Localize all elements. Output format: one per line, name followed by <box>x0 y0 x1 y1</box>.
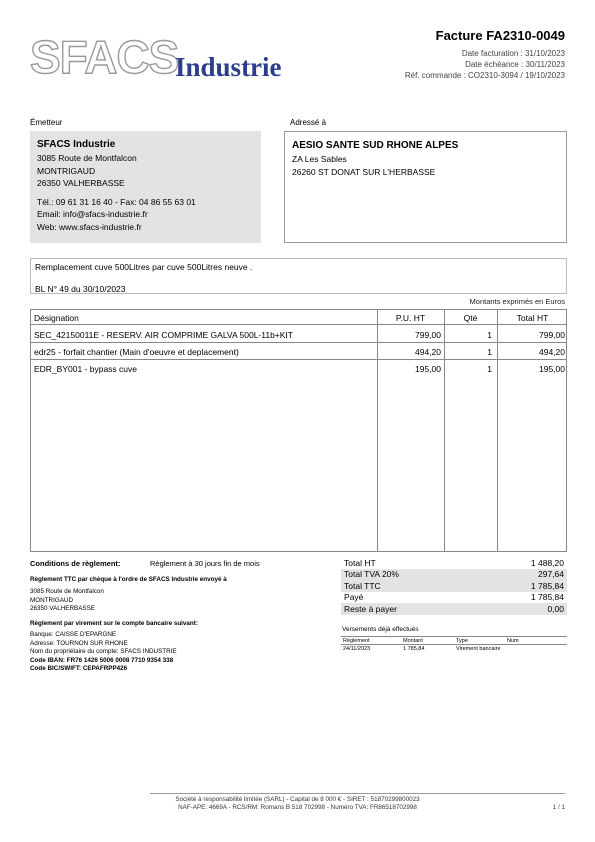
emitter-email: Email: info@sfacs-industrie.fr <box>37 209 148 219</box>
legal-line: NAF-APE: 4669A - RCS/RM: Romans B 518 702998 - Numéro TVA: FR86518702998 <box>178 804 417 811</box>
emitter-address-line: 26350 VALHERBASSE <box>37 178 125 188</box>
logo-industrie-text: Industrie <box>175 52 282 82</box>
total-label: Payé <box>344 592 364 603</box>
emitter-address-line: 3085 Route de Montfalcon <box>37 153 137 163</box>
invoice-title: Facture FA2310-0049 <box>435 28 565 43</box>
cheque-address <box>30 588 104 614</box>
payment-terms-label: Conditions de règlement: <box>30 559 121 568</box>
bank-name: Banque: CAISSE D'EPARGNE <box>30 631 117 638</box>
recipient-address-line: 26260 ST DONAT SUR L'HERBASSE <box>292 166 436 177</box>
total-value: 1 488,20 <box>530 557 564 568</box>
paid-row <box>341 592 567 604</box>
row-unit-price: 195,00 <box>415 364 441 374</box>
payment-date: 24/11/2023 <box>343 646 371 652</box>
payment-row <box>341 645 567 654</box>
total-label: Total HT <box>344 557 376 568</box>
total-label: Total TVA 20% <box>344 569 399 580</box>
row-unit-price: 799,00 <box>415 330 441 340</box>
order-reference: Réf. commande : CO2310-3094 / 19/10/2023 <box>404 71 565 80</box>
bic-swift: Code BIC/SWIFT: CEPAFRPP426 <box>30 665 128 672</box>
cheque-instructions-title: Règlement TTC par chèque à l'ordre de SFACS Industrie envoyé à <box>30 576 227 583</box>
emitter-name: SFACS Industrie <box>37 139 116 150</box>
total-vat-row <box>341 569 567 581</box>
invoice-meta <box>405 48 565 81</box>
invoice-due-date: Date échéance : 30/11/2023 <box>465 60 565 69</box>
recipient-panel <box>284 131 567 243</box>
payment-amount: 1 785,84 <box>403 646 425 652</box>
total-value: 1 785,84 <box>530 592 564 603</box>
iban: Code IBAN: FR76 1426 5006 0008 7710 9354 338 <box>30 656 174 664</box>
payments-header <box>341 636 567 645</box>
row-designation: edr25 - forfait chantier (Main d'oeuvre et deplacement) <box>34 347 239 357</box>
row-designation: EDR_BY001 - bypass cuve <box>34 364 137 374</box>
legal-line: Société à responsabilité limitée (SARL) - Capital de 8 000 € - SIRET : 51870299800023 <box>175 796 420 803</box>
col-header-designation: Désignation <box>34 313 79 323</box>
total-ht-row <box>341 557 567 569</box>
emitter-phone: Tél.: 09 61 31 16 40 - Fax: 04 86 55 63 01 <box>37 196 196 207</box>
recipient-address-line: ZA Les Sables <box>292 154 347 164</box>
payments-col-header: Num <box>507 638 519 644</box>
remaining-row <box>341 603 567 615</box>
row-designation: SEC_42150011E - RESERV. AIR COMPRIME GALVA 500L-11b+KIT <box>34 330 293 340</box>
payments-col-header: Type <box>456 638 468 644</box>
currency-note: Montants exprimés en Euros <box>469 297 565 306</box>
bank-address: Adresse: TOURNON SUR RHONE <box>30 639 128 647</box>
page-number: 1 / 1 <box>552 804 565 811</box>
row-total: 494,20 <box>539 347 565 357</box>
invoice-date: Date facturation : 31/10/2023 <box>461 49 565 58</box>
cheque-address-line: MONTRIGAUD <box>30 596 74 604</box>
total-label: Total TTC <box>344 580 381 591</box>
row-total: 799,00 <box>539 330 565 340</box>
payments-col-header: Montant <box>403 638 423 644</box>
row-quantity: 1 <box>487 364 492 374</box>
payment-type: Virement bancaire <box>456 646 501 652</box>
col-header-quantity: Qté <box>463 313 478 323</box>
invoice-description <box>30 258 567 294</box>
account-holder: Nom du propriétaire du compte: SFACS INDUSTRIE <box>30 648 177 655</box>
cheque-address-line: 3085 Route de Montfalcon <box>30 588 104 595</box>
transfer-instructions-title: Règlement par virement sur le compte bancaire suivant: <box>30 620 198 627</box>
emitter-web: Web: www.sfacs-industrie.fr <box>37 221 142 232</box>
row-unit-price: 494,20 <box>415 347 441 357</box>
emitter-panel <box>30 131 261 243</box>
total-ttc-row <box>341 580 567 592</box>
delivery-note-ref: BL N° 49 du 30/10/2023 <box>35 284 126 294</box>
recipient-name: AESIO SANTE SUD RHONE ALPES <box>292 140 459 151</box>
payments-col-header: Règlement <box>343 638 370 644</box>
col-header-total: Total HT <box>516 313 549 323</box>
cheque-address-line: 26350 VALHERBASSE <box>30 605 95 612</box>
totals-block <box>341 557 567 615</box>
recipient-label: Adressé à <box>290 118 327 127</box>
total-value: 1 785,84 <box>530 580 564 591</box>
row-total: 195,00 <box>539 364 565 374</box>
col-header-unit-price: P.U. HT <box>395 313 426 323</box>
emitter-address-line: MONTRIGAUD <box>37 165 96 176</box>
payments-title: Versements déjà effectués <box>342 626 419 633</box>
total-value: 0,00 <box>547 603 564 614</box>
row-quantity: 1 <box>487 330 492 340</box>
emitter-label: Émetteur <box>30 118 63 127</box>
total-value: 297,64 <box>538 569 564 580</box>
total-label: Reste à payer <box>344 603 397 614</box>
footer-divider <box>150 793 565 794</box>
legal-footer <box>0 796 595 812</box>
logo-sfacs-text: SFACS <box>30 31 179 83</box>
payments-table <box>341 636 567 654</box>
company-logo <box>30 32 290 82</box>
items-table <box>30 309 567 552</box>
row-quantity: 1 <box>487 347 492 357</box>
bank-details <box>30 631 177 674</box>
payment-terms-value: Règlement à 30 jours fin de mois <box>150 559 260 568</box>
description-line: Remplacement cuve 500Litres par cuve 500Litres neuve . <box>35 262 253 272</box>
